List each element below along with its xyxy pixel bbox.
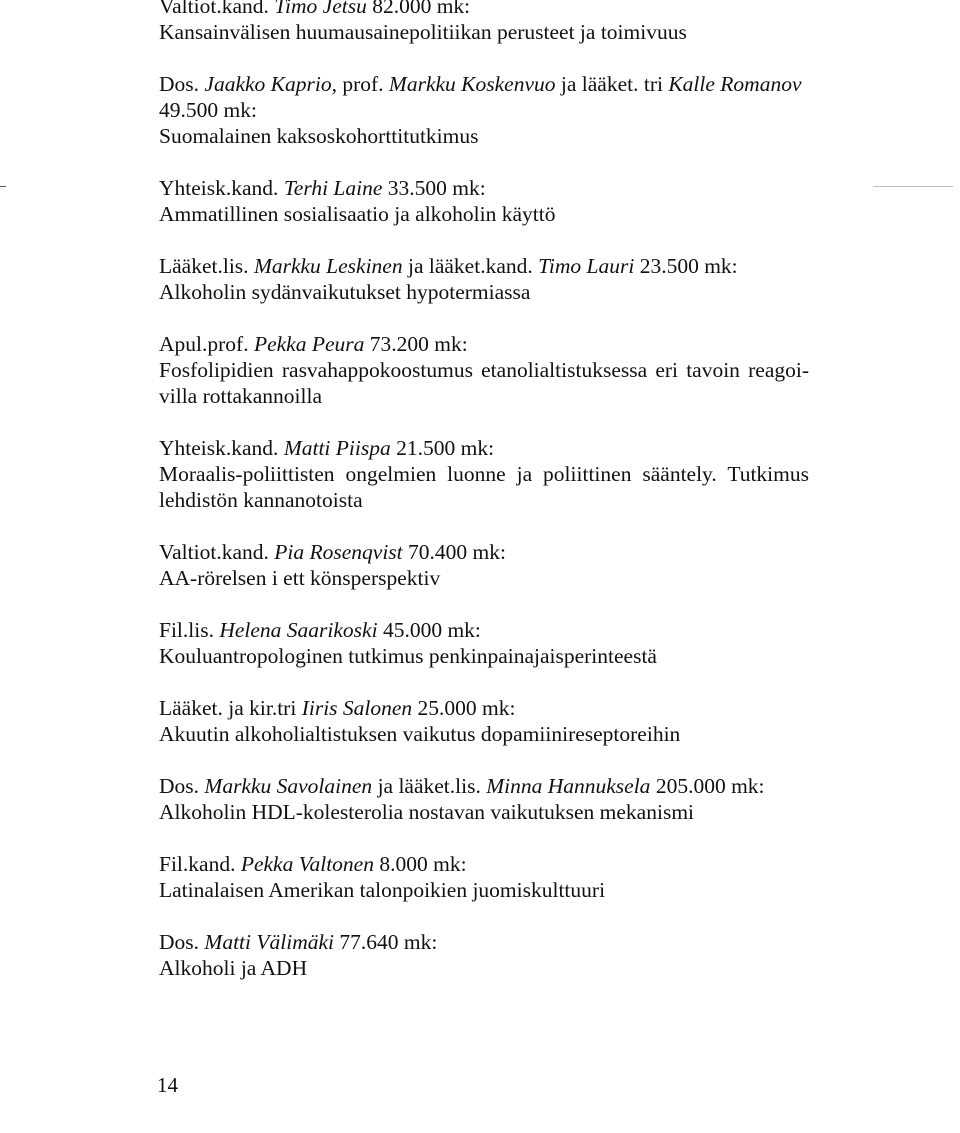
grant-recipients-line <box>159 435 809 461</box>
research-topic: Alkoholin HDL-kolesterolia nostavan vaikutuksen mekanismi <box>159 800 695 824</box>
grant-recipients-line <box>159 0 809 19</box>
recipient-degree: Apul.prof. <box>159 332 254 356</box>
research-topic: Suomalainen kaksoskohorttitutkimus <box>159 124 479 148</box>
research-topic: AA-rörelsen i ett könsperspektiv <box>159 566 441 590</box>
recipient-name: Kalle Romanov <box>668 72 802 96</box>
recipient-name: Timo Jetsu <box>274 0 367 18</box>
grant-amount: 82.000 mk: <box>372 0 471 18</box>
recipient-degree: Lääket. ja kir.tri <box>159 696 302 720</box>
grant-amount: 45.000 mk: <box>382 618 481 642</box>
grant-recipients-line <box>159 331 809 357</box>
recipient-name: Markku Leskinen <box>253 254 403 278</box>
recipient-name: Timo Lauri <box>538 254 635 278</box>
recipient-degree: Valtiot.kand. <box>159 540 275 564</box>
grant-amount: 205.000 mk: <box>655 774 765 798</box>
grant-recipients-line <box>159 851 809 877</box>
grant-amount: 21.500 mk: <box>396 436 495 460</box>
recipient-degree: Valtiot.kand. <box>159 0 275 18</box>
research-topic: Alkoholin sydänvaikutukset hypotermiassa <box>159 280 531 304</box>
grant-recipients-line <box>159 773 809 799</box>
research-topic: Moraalis-poliittisten ongelmien luonne ja poliittinen sääntely. Tutkimus lehdistön kannanotoista <box>159 462 809 512</box>
grant-amount: 33.500 mk: <box>387 176 486 200</box>
grant-recipients-line <box>159 929 809 955</box>
grant-amount: 77.640 mk: <box>339 930 438 954</box>
recipient-name: Pia Rosenqvist <box>274 540 403 564</box>
research-topic: Akuutin alkoholialtistuksen vaikutus dopamiinireseptoreihin <box>159 722 681 746</box>
recipient-name: Pekka Valtonen <box>240 852 374 876</box>
grant-recipients-line <box>159 539 809 565</box>
recipient-degree: Dos. <box>159 930 205 954</box>
recipient-name: Jaakko Kaprio <box>204 72 332 96</box>
research-topic: Fosfolipidien rasvahappokoostumus etanolialtistuksessa eri tavoin reagoi-villa rottakannoilla <box>159 358 809 408</box>
research-topic: Alkoholi ja ADH <box>159 956 308 980</box>
grant-entry <box>159 331 809 409</box>
page-number: 14 <box>157 1073 178 1097</box>
scan-artifact <box>873 186 953 187</box>
grant-entry <box>159 851 809 903</box>
research-topic: Latinalaisen Amerikan talonpoikien juomiskulttuuri <box>159 878 606 902</box>
recipient-name: Iiris Salonen <box>301 696 413 720</box>
recipient-name: Pekka Peura <box>253 332 365 356</box>
recipient-name: Markku Savolainen <box>204 774 373 798</box>
research-topic: Kouluantropologinen tutkimus penkinpainajaisperinteestä <box>159 644 657 668</box>
recipient-name: Minna Hannuksela <box>486 774 651 798</box>
recipient-degree: Yhteisk.kand. <box>159 176 284 200</box>
recipient-degree: Fil.kand. <box>159 852 241 876</box>
grant-amount: 25.000 mk: <box>417 696 516 720</box>
recipient-degree: Dos. <box>159 774 205 798</box>
research-topic: Kansainvälisen huumausainepolitiikan perusteet ja toimivuus <box>159 20 687 44</box>
recipient-title: ja lääket.lis. <box>372 774 487 798</box>
grant-entry <box>159 71 809 149</box>
scan-artifact <box>0 186 6 187</box>
recipient-title: ja lääket.kand. <box>402 254 539 278</box>
grant-recipients-line <box>159 617 809 643</box>
grant-entry <box>159 539 809 591</box>
research-topic: Ammatillinen sosialisaatio ja alkoholin käyttö <box>159 202 556 226</box>
recipient-degree: Dos. <box>159 72 205 96</box>
grant-amount: 73.200 mk: <box>369 332 468 356</box>
grant-recipients-line <box>159 71 809 123</box>
grant-entry <box>159 435 809 513</box>
grant-amount: 49.500 mk: <box>159 98 257 122</box>
recipient-degree: Fil.lis. <box>159 618 220 642</box>
grant-list <box>159 0 809 1007</box>
grant-recipients-line <box>159 175 809 201</box>
recipient-title: ja lääket. tri <box>555 72 669 96</box>
recipient-title: , prof. <box>331 72 389 96</box>
grant-entry <box>159 0 809 45</box>
grant-entry <box>159 617 809 669</box>
grant-amount: 23.500 mk: <box>639 254 738 278</box>
grant-amount: 8.000 mk: <box>379 852 467 876</box>
recipient-name: Helena Saarikoski <box>219 618 378 642</box>
recipient-name: Markku Koskenvuo <box>388 72 556 96</box>
recipient-degree: Yhteisk.kand. <box>159 436 284 460</box>
recipient-degree: Lääket.lis. <box>159 254 254 278</box>
recipient-name: Matti Välimäki <box>204 930 334 954</box>
recipient-name: Matti Piispa <box>283 436 391 460</box>
grant-recipients-line <box>159 253 809 279</box>
grant-amount: 70.400 mk: <box>408 540 506 564</box>
recipient-name: Terhi Laine <box>283 176 383 200</box>
grant-entry <box>159 773 809 825</box>
grant-recipients-line <box>159 695 809 721</box>
grant-entry <box>159 253 809 305</box>
grant-entry <box>159 175 809 227</box>
grant-entry <box>159 929 809 981</box>
grant-entry <box>159 695 809 747</box>
